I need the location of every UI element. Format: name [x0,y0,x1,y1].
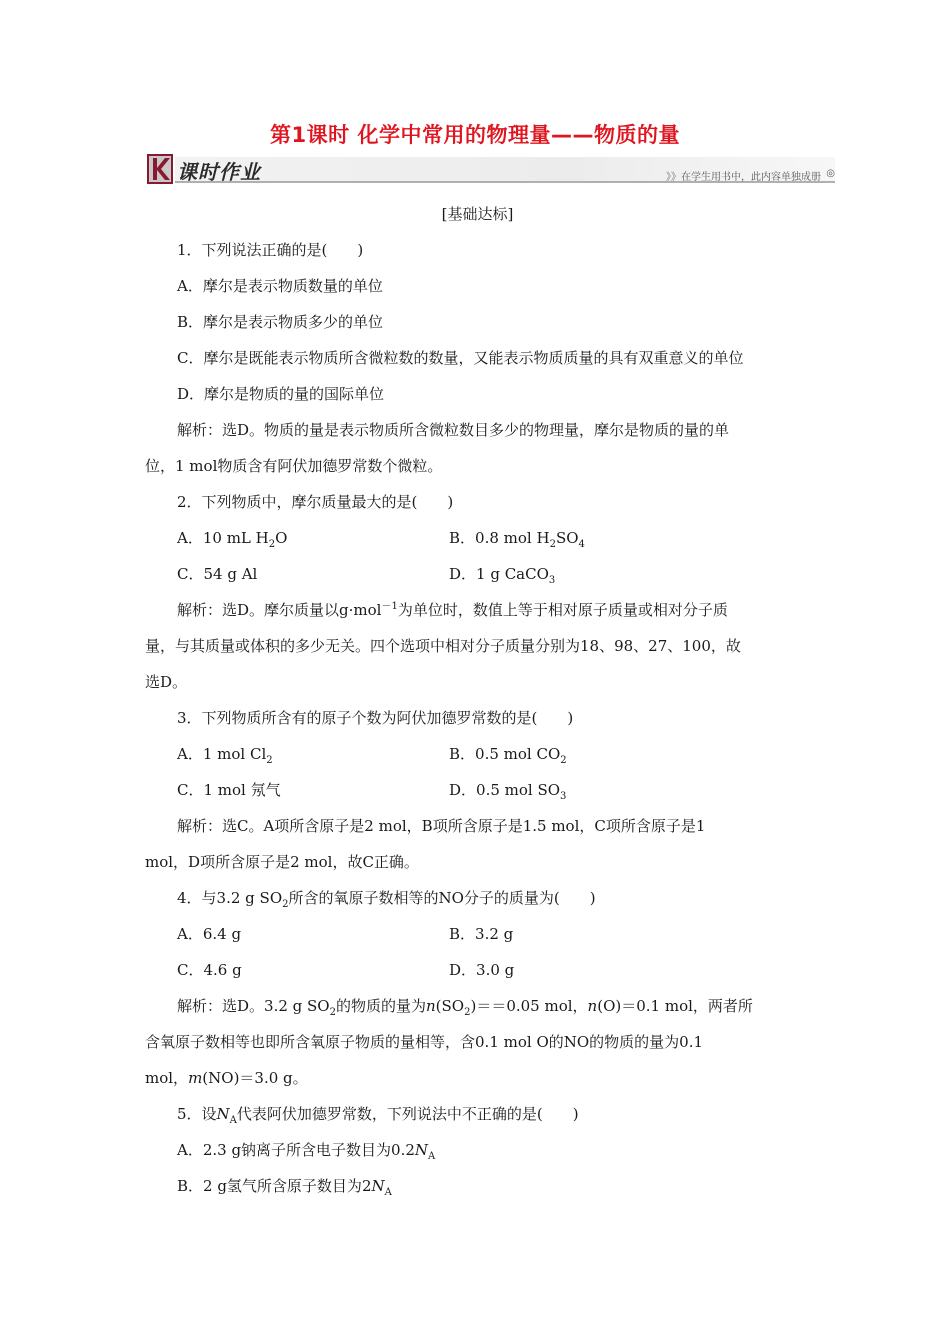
circle-mark-icon: ◎ [826,168,835,179]
question-2-explanation: 解析：选D。摩尔质量以g·mol$^{-1}$为单位时，数值上等于相对原子质量或相对分子质 [177,601,728,619]
question-1-option-d: D．摩尔是物质的量的国际单位 [177,385,385,403]
question-2-explanation-cont: 量，与其质量或体积的多少无关。四个选项中相对分子质量分别为18、98、27、100，故 [145,637,741,655]
question-1-option-a: A．摩尔是表示物质数量的单位 [177,277,383,295]
question-1-explanation-cont: 位，1 mol物质含有阿伏加德罗常数个微粒。 [145,457,443,475]
question-5-stem: 5．设$N_A$代表阿伏加德罗常数，下列说法中不正确的是( ) [177,1105,579,1126]
banner-label: 课时作业 [177,160,261,184]
question-3-explanation-cont: mol，D项所含原子是2 mol，故C正确。 [145,853,419,871]
question-5-option-b: B．2 g氢气所含原子数目为$2N_A$ [177,1177,392,1198]
question-2-explanation-end: 选D。 [145,673,188,691]
question-4-explanation: 解析：选D。3.2 g $SO_2$的物质的量为$n(SO_2)==0.05$ mol，n(O)＝0.1 mol，两者所 [177,997,753,1018]
question-2-stem: 2．下列物质中，摩尔质量最大的是( ) [177,493,454,511]
question-3-explanation: 解析：选C。A项所含原子是2 mol，B项所含原子是1.5 mol，C项所含原子是1 [177,817,706,835]
question-4-explanation-cont: 含氧原子数相等也即所含氧原子物质的量相等，含0.1 mol O的NO的物质的量为0.1 [145,1033,704,1051]
question-3-option-c: C．1 mol 氖气 [177,781,281,799]
question-2-option-b: B．0.8 mol $H_2SO_4$ [449,529,585,550]
question-1-explanation: 解析：选D。物质的量是表示物质所含微粒数目多少的物理量，摩尔是物质的量的单 [177,421,730,439]
question-3-stem: 3．下列物质所含有的原子个数为阿伏加德罗常数的是( ) [177,709,574,727]
lesson-banner [145,148,835,190]
question-4-option-d: D．3.0 g [449,961,515,979]
question-5-option-a: A．2.3 g钠离子所含电子数目为$0.2N_A$ [177,1141,436,1162]
question-1-option-c: C．摩尔是既能表示物质所含微粒数的数量，又能表示物质质量的具有双重意义的单位 [177,349,744,367]
question-4-stem: 4．与3.2 g $SO_2$所含的氧原子数相等的NO分子的质量为( ) [177,889,596,910]
question-3-option-d: D．0.5 mol $SO_3$ [449,781,567,802]
question-2-option-c: C．54 g Al [177,565,258,583]
question-4-explanation-end: mol，m(NO)＝3.0 g。 [145,1069,308,1087]
question-3-option-b: B．0.5 mol $CO_2$ [449,745,567,766]
banner-note: 》》在学生用书中，此内容单独成册 [666,172,821,183]
question-4-option-a: A．6.4 g [177,925,242,943]
question-1-option-b: B．摩尔是表示物质多少的单位 [177,313,384,331]
k-logo-icon [145,152,175,186]
exercise-content [145,196,810,1204]
question-1-stem: 1．下列说法正确的是( ) [177,241,364,259]
question-3-option-a: A．1 mol $Cl_2$ [177,745,273,766]
question-2-option-d: D．1 g CaCO$_3$ [449,565,556,586]
question-2-option-a: A．10 mL $H_2O$ [177,529,288,550]
question-4-option-b: B．3.2 g [449,925,514,943]
question-4-option-c: C．4.6 g [177,961,242,979]
section-label: [基础达标] [441,205,514,223]
page-title: 第1课时 化学中常用的物理量——物质的量 [270,123,680,147]
